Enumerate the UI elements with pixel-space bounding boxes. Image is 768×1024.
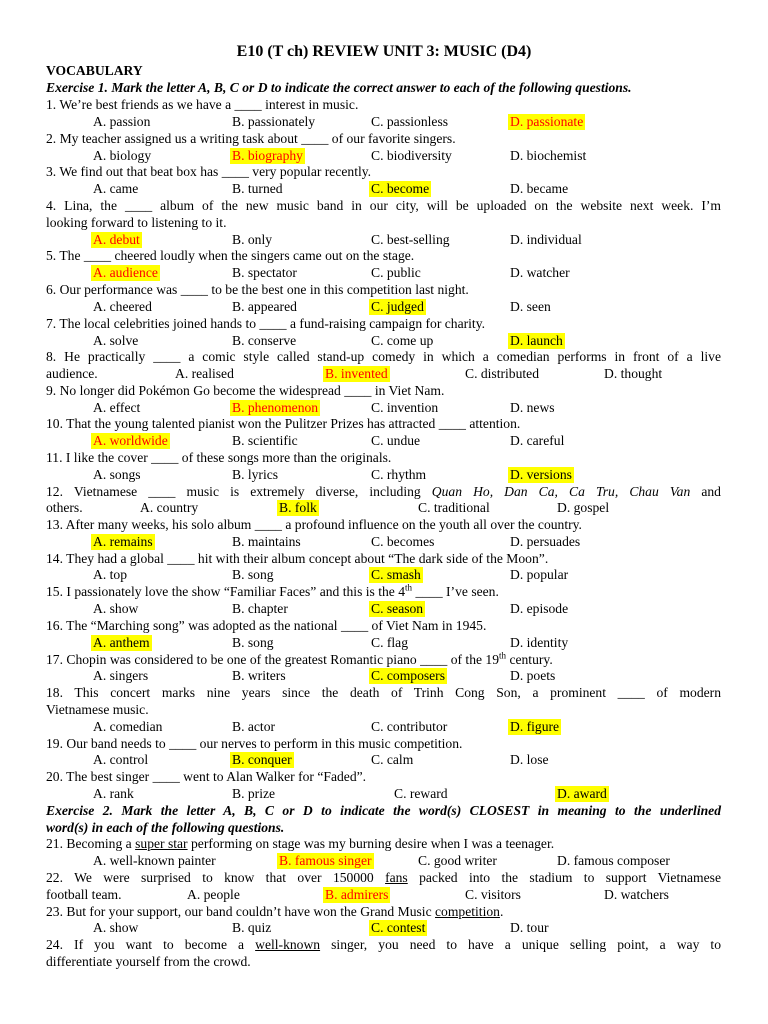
- q5-option-a-answer: A. audience: [93, 265, 158, 280]
- q22-option-a: A. people: [187, 887, 240, 902]
- question-8-line-2: audience.: [46, 366, 98, 381]
- question-10: 10. That the young talented pianist won the Pulitzer Prizes has attracted ____ attention.: [46, 416, 521, 431]
- q2-option-d: D. biochemist: [510, 148, 587, 163]
- q17-option-b: B. writers: [232, 668, 286, 683]
- q15-option-b: B. chapter: [232, 601, 288, 616]
- question-22-line-2: football team.: [46, 887, 122, 902]
- q22-text-pre: 22. We were surprised to know that over 150000: [46, 870, 386, 885]
- q16-option-d: D. identity: [510, 635, 569, 650]
- q17-option-a: A. singers: [93, 668, 149, 683]
- q9-option-a: A. effect: [93, 400, 141, 415]
- q10-option-b: B. scientific: [232, 433, 298, 448]
- q3-option-c-answer: C. become: [371, 181, 430, 196]
- question-22-line-1: [46, 870, 721, 886]
- q18-option-d-answer: D. figure: [510, 719, 560, 734]
- section-heading: VOCABULARY: [46, 63, 143, 78]
- q19-option-c: C. calm: [371, 752, 414, 767]
- q22-option-b-answer: B. admirers: [325, 887, 389, 902]
- question-19: 19. Our band needs to ____ our nerves to perform in this music competition.: [46, 736, 463, 751]
- q22-option-d: D. watchers: [604, 887, 669, 902]
- q12-text-post: and: [701, 484, 721, 499]
- q8-option-b-answer: B. invented: [325, 366, 388, 381]
- q24-underlined: well-known: [255, 937, 321, 952]
- q10-option-c: C. undue: [371, 433, 421, 448]
- q12-option-a: A. country: [140, 500, 199, 515]
- question-20: 20. The best singer ____ went to Alan Walker for “Faded”.: [46, 769, 367, 784]
- q12-option-d: D. gospel: [557, 500, 610, 515]
- question-14: 14. They had a global ____ hit with their album concept about “The dark side of the Moon”.: [46, 551, 549, 566]
- q13-option-d: D. persuades: [510, 534, 581, 549]
- q19-option-d: D. lose: [510, 752, 549, 767]
- q20-option-a: A. rank: [93, 786, 134, 801]
- q18-option-c: C. contributor: [371, 719, 448, 734]
- q7-option-b: B. conserve: [232, 333, 297, 348]
- q12-option-b-answer: B. folk: [279, 500, 317, 515]
- q8-option-d: D. thought: [604, 366, 663, 381]
- q9-option-b-answer: B. phenomenon: [232, 400, 319, 415]
- q10-option-d: D. careful: [510, 433, 565, 448]
- question-5: 5. The ____ cheered loudly when the singers came out on the stage.: [46, 248, 415, 263]
- q24-text-pre: 24. If you want to become a: [46, 937, 256, 952]
- q21-text-post: performing on stage was my burning desire when I was a teenager.: [187, 836, 555, 851]
- q8-option-c: C. distributed: [465, 366, 540, 381]
- q3-option-d: D. became: [510, 181, 569, 196]
- question-9: 9. No longer did Pokémon Go become the widespread ____ in Viet Nam.: [46, 383, 445, 398]
- q20-option-b: B. prize: [232, 786, 276, 801]
- q16-option-b: B. song: [232, 635, 274, 650]
- q14-option-d: D. popular: [510, 567, 569, 582]
- q23-option-b: B. quiz: [232, 920, 272, 935]
- question-6: 6. Our performance was ____ to be the best one in this competition last night.: [46, 282, 469, 297]
- question-24-line-1: [46, 937, 721, 953]
- question-1: 1. We’re best friends as we have a ____ interest in music.: [46, 97, 359, 112]
- q18-option-b: B. actor: [232, 719, 276, 734]
- q12-text-pre: 12. Vietnamese ____ music is extremely diverse, including: [46, 484, 421, 499]
- q23-option-a: A. show: [93, 920, 139, 935]
- q7-option-c: C. come up: [371, 333, 434, 348]
- q17-superscript: th: [499, 650, 507, 661]
- q14-option-b: B. song: [232, 567, 274, 582]
- q2-option-a: A. biology: [93, 148, 152, 163]
- q23-underlined: competition: [435, 904, 500, 919]
- q23-text-post: .: [499, 904, 504, 919]
- q20-option-c: C. reward: [394, 786, 448, 801]
- q6-option-b: B. appeared: [232, 299, 297, 314]
- q11-option-b: B. lyrics: [232, 467, 279, 482]
- q21-text-pre: 21. Becoming a: [46, 836, 136, 851]
- question-4-line-1: 4. Lina, the ____ album of the new music band in our city, will be uploaded on the website next week. I’m: [46, 198, 721, 213]
- q21-option-a: A. well-known painter: [93, 853, 216, 868]
- question-17: [46, 652, 721, 668]
- question-13: 13. After many weeks, his solo album ____ a profound influence on the youth all over the country.: [46, 517, 582, 532]
- question-15: [46, 584, 721, 600]
- q5-option-c: C. public: [371, 265, 421, 280]
- q8-option-a: A. realised: [175, 366, 234, 381]
- question-2: 2. My teacher assigned us a writing task about ____ of our favorite singers.: [46, 131, 456, 146]
- q1-option-c: C. passionless: [371, 114, 449, 129]
- q3-option-a: A. came: [93, 181, 139, 196]
- q23-option-c-answer: C. contest: [371, 920, 426, 935]
- q19-option-a: A. control: [93, 752, 149, 767]
- question-21: [46, 836, 721, 852]
- q17-option-c-answer: C. composers: [371, 668, 446, 683]
- q4-option-b: B. only: [232, 232, 273, 247]
- q15-option-a: A. show: [93, 601, 139, 616]
- q15-text-pre: 15. I passionately love the show “Familiar Faces” and this is the 4: [46, 584, 406, 599]
- q1-option-b: B. passionately: [232, 114, 316, 129]
- q11-option-d-answer: D. versions: [510, 467, 572, 482]
- q15-text-post: ____ I’ve seen.: [412, 584, 499, 599]
- q6-option-a: A. cheered: [93, 299, 152, 314]
- q18-option-a: A. comedian: [93, 719, 163, 734]
- q21-underlined: super star: [135, 836, 188, 851]
- q4-option-a-answer: A. debut: [93, 232, 140, 247]
- q10-option-a-answer: A. worldwide: [93, 433, 168, 448]
- question-18-line-2: Vietnamese music.: [46, 702, 149, 717]
- q16-option-c: C. flag: [371, 635, 408, 650]
- q11-option-a: A. songs: [93, 467, 141, 482]
- question-3: 3. We find out that beat box has ____ very popular recently.: [46, 164, 372, 179]
- q11-option-c: C. rhythm: [371, 467, 427, 482]
- exercise-2-instructions-line-1: Exercise 2. Mark the letter A, B, C or D to indicate the word(s) CLOSEST in meaning to the underlined: [46, 803, 721, 818]
- q21-option-b-answer: B. famous singer: [279, 853, 372, 868]
- q15-superscript: th: [405, 582, 413, 593]
- question-12-line-2: others.: [46, 500, 83, 515]
- q20-option-d-answer: D. award: [557, 786, 607, 801]
- question-7: 7. The local celebrities joined hands to ____ a fund-raising campaign for charity.: [46, 316, 486, 331]
- q24-text-post: singer, you need to have a unique selling point, a way to: [320, 937, 721, 952]
- q15-option-d: D. episode: [510, 601, 569, 616]
- q22-option-c: C. visitors: [465, 887, 521, 902]
- q2-option-b-answer: B. biography: [232, 148, 303, 163]
- q17-text-pre: 17. Chopin was considered to be one of the greatest Romantic piano ____ of the 19: [46, 652, 500, 667]
- q1-option-a: A. passion: [93, 114, 151, 129]
- q7-option-a: A. solve: [93, 333, 139, 348]
- q19-option-b-answer: B. conquer: [232, 752, 292, 767]
- q1-option-d-answer: D. passionate: [510, 114, 584, 129]
- q13-option-a-answer: A. remains: [93, 534, 153, 549]
- q6-option-d: D. seen: [510, 299, 551, 314]
- page-title: E10 (T ch) REVIEW UNIT 3: MUSIC (D4): [236, 43, 532, 60]
- q17-option-d: D. poets: [510, 668, 556, 683]
- q9-option-d: D. news: [510, 400, 555, 415]
- q4-option-c: C. best-selling: [371, 232, 450, 247]
- q13-option-c: C. becomes: [371, 534, 435, 549]
- q17-text-post: century.: [506, 652, 553, 667]
- q6-option-c-answer: C. judged: [371, 299, 424, 314]
- question-12-line-1: [46, 484, 721, 500]
- q5-option-d: D. watcher: [510, 265, 570, 280]
- question-23: [46, 904, 721, 920]
- q22-underlined: fans: [385, 870, 408, 885]
- q21-option-c: C. good writer: [418, 853, 497, 868]
- q15-option-c-answer: C. season: [371, 601, 424, 616]
- q5-option-b: B. spectator: [232, 265, 297, 280]
- q7-option-d-answer: D. launch: [510, 333, 563, 348]
- q23-option-d: D. tour: [510, 920, 549, 935]
- question-8-line-1: 8. He practically ____ a comic style called stand-up comedy in which a comedian performs in front of a live: [46, 349, 721, 364]
- question-11: 11. I like the cover ____ of these songs more than the originals.: [46, 450, 392, 465]
- q21-option-d: D. famous composer: [557, 853, 670, 868]
- q4-option-d: D. individual: [510, 232, 582, 247]
- question-24-line-2: differentiate yourself from the crowd.: [46, 954, 251, 969]
- q23-text-pre: 23. But for your support, our band couldn’t have won the Grand Music: [46, 904, 435, 919]
- q14-option-a: A. top: [93, 567, 127, 582]
- question-4-line-2: looking forward to listening to it.: [46, 215, 227, 230]
- q12-option-c: C. traditional: [418, 500, 490, 515]
- q9-option-c: C. invention: [371, 400, 439, 415]
- question-18-line-1: 18. This concert marks nine years since the death of Trinh Cong Son, a prominent ____ of modern: [46, 685, 721, 700]
- q3-option-b: B. turned: [232, 181, 283, 196]
- q22-text-post: packed into the stadium to support Vietnamese: [407, 870, 721, 885]
- exercise-2-instructions-line-2: word(s) in each of the following questions.: [46, 820, 285, 835]
- q14-option-c-answer: C. smash: [371, 567, 421, 582]
- question-16: 16. The “Marching song” was adopted as the national ____ of Viet Nam in 1945.: [46, 618, 487, 633]
- q2-option-c: C. biodiversity: [371, 148, 452, 163]
- exercise-1-instructions: Exercise 1. Mark the letter A, B, C or D to indicate the correct answer to each of the following questions.: [46, 80, 632, 95]
- q13-option-b: B. maintains: [232, 534, 301, 549]
- q12-genres-italic: Quan Ho, Dan Ca, Ca Tru, Chau Van: [431, 484, 691, 499]
- q16-option-a-answer: A. anthem: [93, 635, 150, 650]
